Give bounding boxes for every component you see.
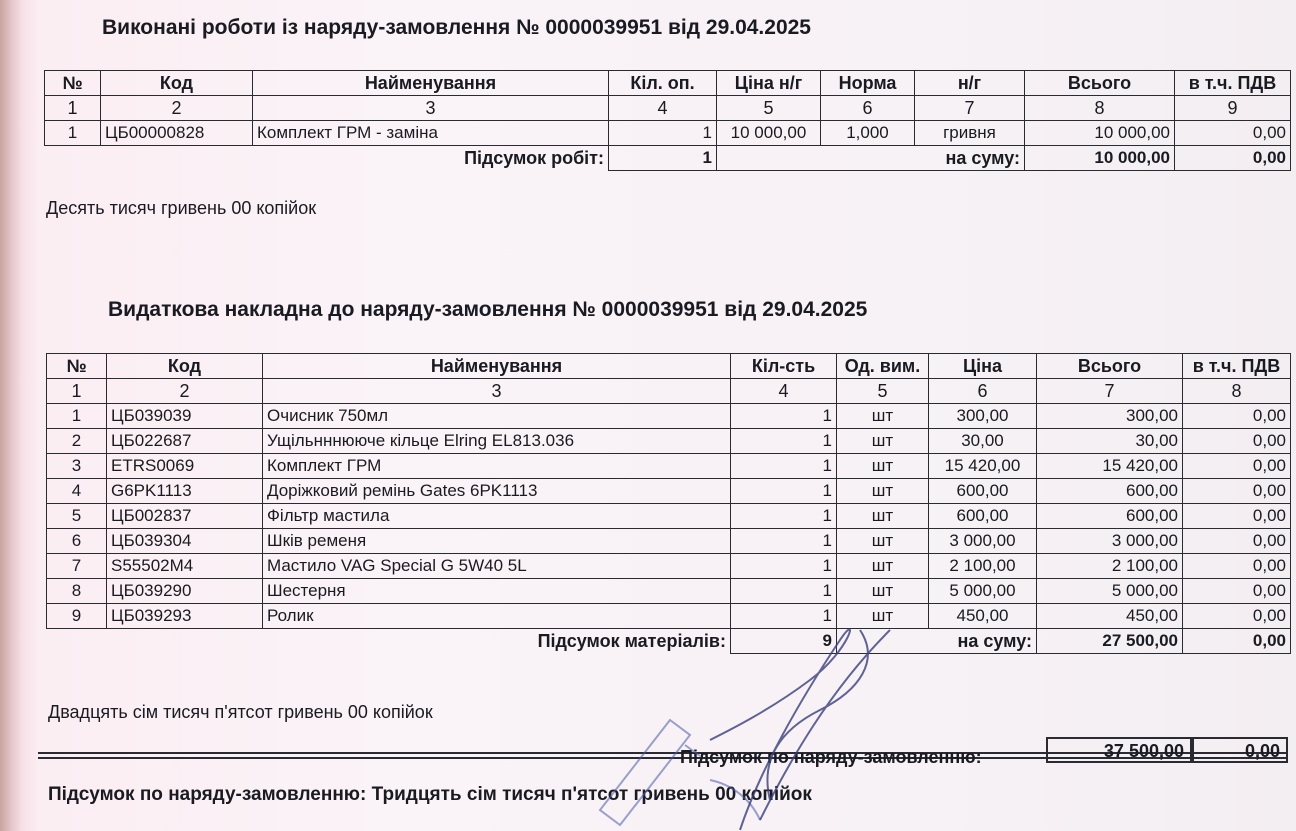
table-cell: шт <box>837 479 929 504</box>
column-index: 6 <box>821 96 915 121</box>
column-header: в т.ч. ПДВ <box>1175 71 1291 96</box>
table-cell: 30,00 <box>1037 429 1183 454</box>
table-cell: Комплект ГРМ <box>263 454 731 479</box>
table-cell: 6 <box>47 529 107 554</box>
table-cell: 15 420,00 <box>1037 454 1183 479</box>
table-cell: 1 <box>731 479 837 504</box>
order-total-in-words: Підсумок по наряду-замовленню: Тридцять сім тисяч п'ятсот гривень 00 копійок <box>48 784 812 805</box>
table-cell: 2 100,00 <box>929 554 1037 579</box>
table-cell: S55502M4 <box>107 554 263 579</box>
table-cell: 300,00 <box>929 404 1037 429</box>
table-row <box>47 504 1291 529</box>
works-summary-row <box>45 146 1291 171</box>
works-summary-label: Підсумок робіт: <box>464 147 604 168</box>
table-cell: 450,00 <box>1037 604 1183 629</box>
table-cell: Фільтр мастила <box>263 504 731 529</box>
table-cell: ЦБ002837 <box>107 504 263 529</box>
invoice-summary-label: Підсумок матеріалів: <box>537 630 726 651</box>
column-index: 3 <box>253 96 609 121</box>
invoice-sum-label: на суму: <box>837 629 1037 654</box>
table-cell: 3 000,00 <box>1037 529 1183 554</box>
table-cell: 1 <box>731 504 837 529</box>
table-cell: Ролик <box>263 604 731 629</box>
stamp-and-signature <box>560 570 900 831</box>
table-cell: 5 000,00 <box>929 579 1037 604</box>
order-total-value: 37 500,00 <box>1046 737 1192 763</box>
column-index: 5 <box>837 379 929 404</box>
table-cell: шт <box>837 529 929 554</box>
table-cell: 1 <box>731 579 837 604</box>
column-header: Найменування <box>263 354 731 379</box>
table-cell: Доріжковий ремінь Gates 6PK1113 <box>263 479 731 504</box>
column-header: Всього <box>1025 71 1175 96</box>
invoice-header-row <box>47 354 1291 379</box>
table-cell: G6PK1113 <box>107 479 263 504</box>
table-cell: 0,00 <box>1183 454 1291 479</box>
table-cell: Ущільнннююче кільце Elring EL813.036 <box>263 429 731 454</box>
table-cell: 0,00 <box>1183 479 1291 504</box>
table-cell: 1,000 <box>821 121 915 146</box>
table-cell: 450,00 <box>929 604 1037 629</box>
column-index: 6 <box>929 379 1037 404</box>
column-header: Найменування <box>253 71 609 96</box>
table-row <box>47 429 1291 454</box>
invoice-summary-qty: 9 <box>731 629 837 654</box>
table-cell: ЦБ022687 <box>107 429 263 454</box>
column-header: Од. вим. <box>837 354 929 379</box>
column-index: 4 <box>609 96 717 121</box>
table-cell: 3 000,00 <box>929 529 1037 554</box>
table-cell: 1 <box>731 529 837 554</box>
table-cell: ЦБ00000828 <box>101 121 253 146</box>
table-cell: гривня <box>915 121 1025 146</box>
column-index: 2 <box>107 379 263 404</box>
column-header: Кіл. оп. <box>609 71 717 96</box>
table-cell: 600,00 <box>1037 504 1183 529</box>
page-edge-shadow <box>0 0 22 831</box>
table-cell: 2 100,00 <box>1037 554 1183 579</box>
table-cell: 10 000,00 <box>1025 121 1175 146</box>
column-header: н/г <box>915 71 1025 96</box>
table-cell: 7 <box>47 554 107 579</box>
column-index: 7 <box>915 96 1025 121</box>
table-cell: шт <box>837 579 929 604</box>
works-amount-in-words: Десять тисяч гривень 00 копійок <box>46 198 317 218</box>
column-header: Код <box>101 71 253 96</box>
column-header: Код <box>107 354 263 379</box>
column-index: 9 <box>1175 96 1291 121</box>
table-cell: 1 <box>731 604 837 629</box>
table-cell: 0,00 <box>1183 604 1291 629</box>
works-summary-qty: 1 <box>609 146 717 171</box>
table-cell: Мастило VAG Special G 5W40 5L <box>263 554 731 579</box>
table-cell: ETRS0069 <box>107 454 263 479</box>
table-cell: 1 <box>45 121 101 146</box>
column-index: 4 <box>731 379 837 404</box>
table-cell: 1 <box>731 554 837 579</box>
invoice-index-row <box>47 379 1291 404</box>
column-header: Ціна <box>929 354 1037 379</box>
table-cell: 0,00 <box>1175 121 1291 146</box>
table-cell: 5 <box>47 504 107 529</box>
table-cell: 1 <box>609 121 717 146</box>
column-header: Всього <box>1037 354 1183 379</box>
table-cell: 5 000,00 <box>1037 579 1183 604</box>
works-title: Виконані роботи із наряду-замовлення № 0000039951 від 29.04.2025 <box>102 16 811 39</box>
table-cell: Шків ременя <box>263 529 731 554</box>
table-cell: 0,00 <box>1183 504 1291 529</box>
column-header: в т.ч. ПДВ <box>1183 354 1291 379</box>
table-cell: 300,00 <box>1037 404 1183 429</box>
table-row <box>47 479 1291 504</box>
table-cell: 1 <box>731 454 837 479</box>
signature-mark <box>710 629 890 830</box>
table-cell: шт <box>837 604 929 629</box>
table-cell: шт <box>837 404 929 429</box>
table-cell: ЦБ039039 <box>107 404 263 429</box>
table-cell: 3 <box>47 454 107 479</box>
table-cell: ЦБ039290 <box>107 579 263 604</box>
table-row <box>45 121 1291 146</box>
table-cell: Комплект ГРМ - заміна <box>253 121 609 146</box>
table-row <box>47 529 1291 554</box>
table-cell: 0,00 <box>1183 404 1291 429</box>
column-header: № <box>47 354 107 379</box>
table-cell: 0,00 <box>1183 529 1291 554</box>
column-header: Ціна н/г <box>717 71 821 96</box>
works-table <box>44 70 1291 171</box>
table-cell: 600,00 <box>929 479 1037 504</box>
table-cell: 600,00 <box>929 504 1037 529</box>
table-cell: 1 <box>47 404 107 429</box>
column-index: 8 <box>1183 379 1291 404</box>
works-sum-label: на суму: <box>717 146 1025 171</box>
works-sum-total: 10 000,00 <box>1025 146 1175 171</box>
column-index: 8 <box>1025 96 1175 121</box>
table-cell: 10 000,00 <box>717 121 821 146</box>
table-cell: 0,00 <box>1183 579 1291 604</box>
table-cell: 600,00 <box>1037 479 1183 504</box>
column-index: 3 <box>263 379 731 404</box>
column-index: 1 <box>45 96 101 121</box>
table-row <box>47 454 1291 479</box>
column-header: Норма <box>821 71 915 96</box>
works-sum-vat: 0,00 <box>1175 146 1291 171</box>
column-index: 1 <box>47 379 107 404</box>
invoice-title: Видаткова накладна до наряду-замовлення № 0000039951 від 29.04.2025 <box>108 298 868 321</box>
column-index: 7 <box>1037 379 1183 404</box>
table-cell: 8 <box>47 579 107 604</box>
table-cell: 1 <box>731 404 837 429</box>
table-cell: Шестерня <box>263 579 731 604</box>
table-row <box>47 404 1291 429</box>
table-cell: шт <box>837 504 929 529</box>
table-cell: Очисник 750мл <box>263 404 731 429</box>
table-cell: ЦБ039293 <box>107 604 263 629</box>
stamp-mark <box>600 720 760 825</box>
table-cell: 1 <box>731 429 837 454</box>
column-header: № <box>45 71 101 96</box>
table-cell: 4 <box>47 479 107 504</box>
works-index-row <box>45 96 1291 121</box>
invoice-sum-total: 27 500,00 <box>1037 629 1183 654</box>
table-cell: шт <box>837 429 929 454</box>
table-cell: 2 <box>47 429 107 454</box>
works-header-row <box>45 71 1291 96</box>
column-index: 5 <box>717 96 821 121</box>
order-total-vat: 0,00 <box>1192 737 1288 763</box>
order-total-label: Підсумок по наряду-замовленню: <box>680 747 982 767</box>
table-cell: 0,00 <box>1183 429 1291 454</box>
table-cell: 0,00 <box>1183 554 1291 579</box>
table-cell: 15 420,00 <box>929 454 1037 479</box>
table-cell: шт <box>837 554 929 579</box>
column-index: 2 <box>101 96 253 121</box>
table-cell: шт <box>837 454 929 479</box>
table-cell: ЦБ039304 <box>107 529 263 554</box>
invoice-amount-in-words: Двадцять сім тисяч п'ятсот гривень 00 копійок <box>48 702 433 722</box>
table-cell: 30,00 <box>929 429 1037 454</box>
invoice-sum-vat: 0,00 <box>1183 629 1291 654</box>
column-header: Кіл-сть <box>731 354 837 379</box>
table-cell: 9 <box>47 604 107 629</box>
